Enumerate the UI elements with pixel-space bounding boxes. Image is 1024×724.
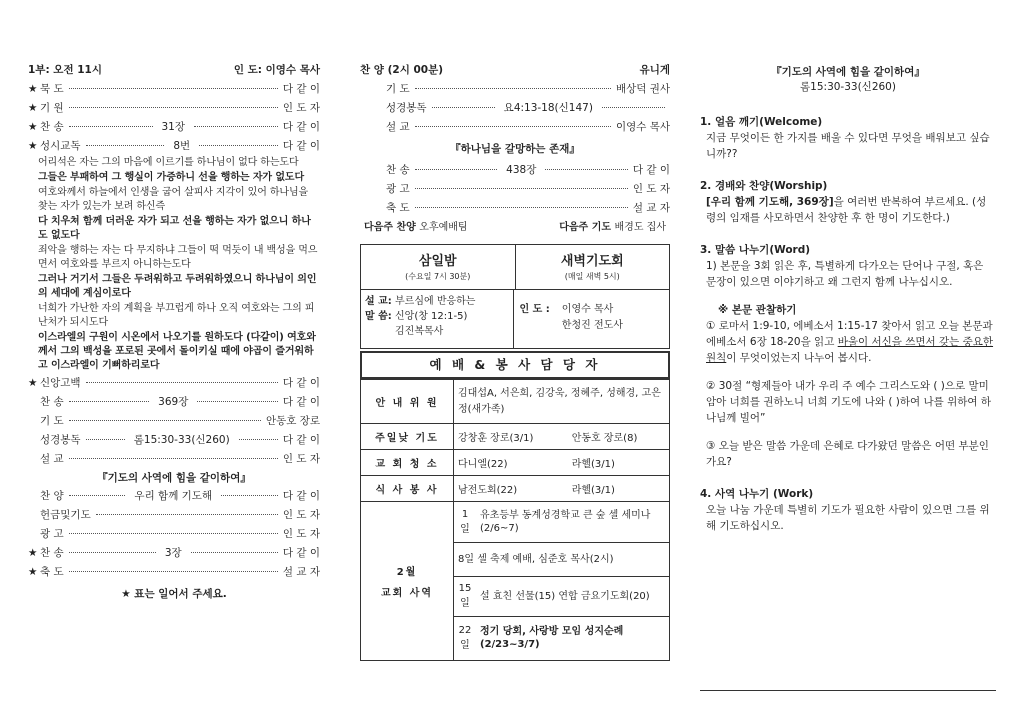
service-header bbox=[28, 60, 320, 80]
star-mark: ★ bbox=[28, 377, 38, 389]
worship-instruction: 을 여러번 반복하여 부르세요. (성령의 임재를 사모하면서 찬양한 후 한 명이 기도한다.) bbox=[706, 196, 987, 224]
work-text: 오늘 나눔 가운데 특별히 기도가 필요한 사람이 있으면 그를 위해 기도하십시오. bbox=[706, 504, 990, 532]
item-person: 배상덕 권사 bbox=[615, 83, 670, 95]
meeting-boxes bbox=[360, 244, 670, 290]
leader-dots bbox=[69, 126, 153, 127]
order-item bbox=[28, 450, 320, 469]
standing-note: ★ 표는 일어서 주세요. bbox=[121, 588, 227, 600]
next-praise-label: 다음주 찬양 bbox=[364, 222, 416, 233]
duty-value: 다니엘(22) bbox=[454, 450, 568, 476]
order-item bbox=[28, 99, 320, 118]
afternoon-time: 찬 양 (2시 00분) bbox=[360, 64, 444, 76]
dawn-leader-2: 한청진 전도사 bbox=[561, 320, 623, 331]
observation-heading: ※ 본문 관찰하기 bbox=[718, 304, 797, 316]
duty-value-2: 라헬(3/1) bbox=[568, 476, 670, 502]
event-day: 1일 bbox=[454, 502, 477, 542]
wed-sermon-value: 부르심에 반응하는 bbox=[395, 296, 476, 307]
star-mark: ★ bbox=[28, 102, 38, 114]
item-name: 성경봉독 bbox=[40, 434, 81, 446]
order-item bbox=[28, 487, 320, 506]
item-person: 다 같 이 bbox=[282, 434, 320, 446]
item-name: 설 교 bbox=[40, 453, 64, 465]
responsive-reading bbox=[28, 156, 320, 373]
order-item bbox=[28, 374, 320, 393]
star-mark: ★ bbox=[28, 547, 38, 559]
leader-dots bbox=[69, 420, 261, 421]
item-name: 성시교독 bbox=[40, 140, 81, 152]
event-text: 설 효친 선물(15) 연합 금요기도회(20) bbox=[476, 576, 670, 616]
leader-dots bbox=[96, 514, 278, 515]
item-name: 묵 도 bbox=[40, 83, 64, 95]
duty-label: 주일낮 기도 bbox=[361, 424, 454, 450]
order-item bbox=[28, 118, 320, 137]
event-text: 정기 당회, 사랑방 모임 성지순례(2/23~3/7) bbox=[476, 616, 670, 660]
item-name: 광 고 bbox=[386, 183, 410, 195]
wednesday-title: 삼일밤 bbox=[418, 254, 457, 269]
item-name: 찬 송 bbox=[40, 547, 64, 559]
event-day: 22일 bbox=[454, 616, 477, 660]
reading-verse: 어리석은 자는 그의 마음에 이르기를 하나님이 없다 하는도다 bbox=[38, 157, 299, 168]
leader-dots bbox=[432, 107, 495, 108]
order-item bbox=[28, 544, 320, 563]
item-person: 다 같 이 bbox=[282, 83, 320, 95]
order-item bbox=[28, 506, 320, 525]
morning-service-column bbox=[28, 60, 320, 601]
order-item bbox=[28, 80, 320, 99]
leader-dots bbox=[69, 495, 126, 496]
guide-title: 『기도의 사역에 힘을 같이하여』 bbox=[771, 66, 925, 78]
question-1-start: ① 로마서 1:9-10, 에베소서 1:15-17 찾아서 읽고 오늘 본문과 에베소서 6장 18-20을 읽고 bbox=[706, 320, 993, 348]
events-label bbox=[361, 502, 454, 660]
item-name: 기 원 bbox=[40, 102, 64, 114]
order-item bbox=[28, 431, 320, 450]
next-praise-value: 오후예배팀 bbox=[419, 222, 468, 233]
item-name: 찬 송 bbox=[40, 121, 64, 133]
item-name: 광 고 bbox=[40, 528, 64, 540]
dawn-time: (매일 새벽 5시) bbox=[564, 272, 620, 281]
leader-dots bbox=[221, 495, 278, 496]
item-name: 찬 송 bbox=[386, 164, 410, 176]
item-person: 설 교 자 bbox=[632, 202, 670, 214]
afternoon-service-column bbox=[360, 60, 670, 661]
item-person: 다 같 이 bbox=[282, 547, 320, 559]
item-person: 다 같 이 bbox=[282, 377, 320, 389]
welcome-text: 지금 무엇이든 한 가지를 배울 수 있다면 무엇을 배워보고 싶습니까?? bbox=[706, 132, 990, 160]
item-name: 신앙고백 bbox=[40, 377, 81, 389]
welcome-heading: 1. 얼음 깨기(Welcome) bbox=[700, 116, 823, 128]
cell-guide-column bbox=[700, 64, 996, 534]
duty-value: 김대섭A, 서은희, 김강욱, 정혜주, 성해경, 고은정(새가족) bbox=[454, 380, 670, 424]
item-detail: 롬15:30-33(신260) bbox=[133, 434, 230, 446]
guide-reference: 롬15:30-33(신260) bbox=[800, 81, 896, 93]
reading-verse: 그러나 거기서 그들은 두려워하고 두려워하였으니 하나님이 의인의 세대에 계심이로다 bbox=[38, 274, 317, 299]
wed-sermon-label: 설 교: bbox=[365, 296, 392, 307]
leader-dots bbox=[415, 169, 498, 170]
wednesday-info bbox=[361, 290, 514, 348]
next-prayer-value: 배경도 집사 bbox=[614, 222, 666, 233]
table-row bbox=[361, 424, 670, 450]
item-detail: 3장 bbox=[164, 547, 182, 559]
leader-dots bbox=[415, 207, 628, 208]
star-mark: ★ bbox=[28, 140, 38, 152]
order-item bbox=[374, 199, 670, 218]
order-item bbox=[28, 525, 320, 544]
order-list-b bbox=[28, 374, 320, 469]
item-person: 다 같 이 bbox=[282, 121, 320, 133]
reading-verse: 여호와께서 하늘에서 인생을 굽어 살피사 지각이 있어 하나님을 찾는 자가 있는가 보려 하신즉 bbox=[38, 187, 309, 212]
item-detail: 우리 함께 기도해 bbox=[134, 490, 213, 502]
item-person: 인 도 자 bbox=[632, 183, 670, 195]
item-detail: 요4:13-18(신147) bbox=[503, 102, 593, 114]
word-text: 1) 본문을 3회 읽은 후, 특별하게 다가오는 단어나 구절, 혹은 문장이 있으면 이야기하고 왜 그런지 함께 나누십시오. bbox=[706, 260, 984, 288]
wed-preacher: 김진복목사 bbox=[395, 326, 444, 337]
afternoon-header bbox=[360, 60, 670, 80]
next-week-duty bbox=[360, 218, 670, 238]
duty-label: 안 내 위 원 bbox=[361, 380, 454, 424]
order-item bbox=[374, 80, 670, 99]
item-name: 축 도 bbox=[386, 202, 410, 214]
item-detail: 438장 bbox=[506, 164, 537, 176]
service-leader: 인 도: 이영수 목사 bbox=[233, 64, 320, 76]
order-item bbox=[28, 412, 320, 431]
duty-banner: 예 배 & 봉 사 담 당 자 bbox=[360, 351, 670, 379]
item-name: 기 도 bbox=[40, 415, 64, 427]
order-list-a bbox=[28, 80, 320, 156]
afternoon-sermon-title: 『하나님을 갈망하는 존재』 bbox=[450, 143, 580, 155]
item-name: 기 도 bbox=[386, 83, 410, 95]
work-heading: 4. 사역 나누기 (Work) bbox=[700, 488, 814, 500]
event-day: 15일 bbox=[454, 576, 477, 616]
item-name: 성경봉독 bbox=[386, 102, 427, 114]
order-item bbox=[28, 393, 320, 412]
star-mark: ★ bbox=[28, 566, 38, 578]
item-person: 다 같 이 bbox=[282, 490, 321, 502]
duty-label: 식 사 봉 사 bbox=[361, 476, 454, 502]
word-heading: 3. 말씀 나누기(Word) bbox=[700, 244, 811, 256]
reading-verse: 너희가 가난한 자의 계획을 부끄럽게 하나 오직 여호와는 그의 피난처가 되시도다 bbox=[38, 303, 315, 328]
leader-dots bbox=[69, 533, 278, 534]
item-person: 안동호 장로 bbox=[265, 415, 320, 427]
dawn-box bbox=[516, 245, 670, 289]
dawn-leader-1: 이영수 목사 bbox=[561, 304, 614, 315]
leader-dots bbox=[69, 401, 150, 402]
bottom-divider bbox=[700, 690, 996, 691]
worship-song: [우리 함께 기도해, 369장] bbox=[706, 196, 834, 208]
duty-label: 교 회 청 소 bbox=[361, 450, 454, 476]
table-row bbox=[361, 380, 670, 424]
wed-word-label: 말 씀: bbox=[365, 311, 392, 322]
item-person: 인 도 자 bbox=[282, 102, 320, 114]
question-1-underlined: 바울이 서신을 쓰면서 갖는 중요한 원칙 bbox=[706, 336, 994, 364]
leader-dots bbox=[415, 188, 628, 189]
item-person: 다 같 이 bbox=[282, 396, 321, 408]
order-list-c bbox=[28, 487, 320, 582]
table-row bbox=[361, 502, 670, 542]
leader-dots bbox=[69, 458, 278, 459]
item-person: 다 같 이 bbox=[632, 164, 671, 176]
leader-dots bbox=[69, 552, 156, 553]
dawn-info bbox=[514, 290, 670, 348]
item-name: 찬 양 bbox=[40, 490, 64, 502]
reading-verse: 그들은 부패하여 그 행실이 가증하니 선을 행하는 자가 없도다 bbox=[38, 172, 305, 183]
service-time: 1부: 오전 11시 bbox=[28, 64, 102, 76]
leader-dots bbox=[86, 382, 278, 383]
order-item bbox=[374, 99, 670, 118]
leader-dots bbox=[69, 107, 278, 108]
item-name: 찬 송 bbox=[40, 396, 64, 408]
next-prayer-label: 다음주 기도 bbox=[559, 222, 612, 233]
leader-dots bbox=[602, 107, 665, 108]
leader-dots bbox=[199, 145, 278, 146]
item-person: 인 도 자 bbox=[282, 509, 320, 521]
reading-verse: 이스라엘의 구원이 시온에서 나오기를 원하도다 (다같이) 여호와께서 그의 백성을 포로된 곳에서 돌이키실 때에 야곱이 즐거워하고 이스라엘이 기뻐하리로다 bbox=[38, 332, 316, 371]
worship-text bbox=[706, 194, 996, 226]
wednesday-box bbox=[361, 245, 516, 289]
order-item bbox=[28, 563, 320, 582]
question-1 bbox=[706, 318, 996, 366]
leader-dots bbox=[86, 145, 165, 146]
item-person: 다 같 이 bbox=[282, 140, 321, 152]
item-person: 인 도 자 bbox=[282, 453, 320, 465]
afternoon-order-a bbox=[360, 80, 670, 137]
events-title: 교회 사역 bbox=[380, 587, 434, 599]
dawn-title: 새벽기도회 bbox=[560, 254, 624, 269]
leader-dots bbox=[69, 88, 278, 89]
item-name: 헌금및기도 bbox=[40, 509, 91, 521]
question-1-end: 이 무엇이었는지 나누어 봅시다. bbox=[726, 352, 872, 364]
order-item bbox=[28, 137, 320, 156]
reading-verse: 죄악을 행하는 자는 다 무지하냐 그들이 떡 먹듯이 내 백성을 먹으면서 여호와를 부르지 아니하는도다 bbox=[38, 245, 318, 270]
praise-team: 유니게 bbox=[639, 64, 670, 76]
leader-dots bbox=[86, 439, 125, 440]
dawn-leader-label: 인 도 : bbox=[519, 304, 550, 315]
leader-dots bbox=[239, 439, 278, 440]
leader-dots bbox=[191, 552, 278, 553]
star-mark: ★ bbox=[28, 121, 38, 133]
item-detail: 369장 bbox=[158, 396, 189, 408]
leader-dots bbox=[197, 401, 278, 402]
item-name: 축 도 bbox=[40, 566, 64, 578]
duty-value-2: 라헬(3/1) bbox=[568, 450, 670, 476]
item-name: 설 교 bbox=[386, 121, 410, 133]
leader-dots bbox=[415, 88, 611, 89]
meeting-info bbox=[360, 290, 670, 349]
question-3: ③ 오늘 받은 말씀 가운데 은혜로 다가왔던 말씀은 어떤 부분인가요? bbox=[706, 440, 989, 468]
star-mark: ★ bbox=[28, 83, 38, 95]
item-detail: 31장 bbox=[161, 121, 186, 133]
event-text: 8일 셀 축제 예배, 심준호 목사(2시) bbox=[454, 542, 670, 576]
duty-table bbox=[360, 379, 670, 502]
reading-verse: 다 치우쳐 함께 더러운 자가 되고 선을 행하는 자가 없으니 하나도 없도다 bbox=[38, 216, 311, 241]
table-row bbox=[361, 450, 670, 476]
wed-word-value: 신앙(창 12:1-5) bbox=[395, 311, 468, 322]
item-person: 설 교 자 bbox=[282, 566, 320, 578]
duty-value-2: 안동호 장로(8) bbox=[568, 424, 670, 450]
leader-dots bbox=[194, 126, 278, 127]
worship-heading: 2. 경배와 찬양(Worship) bbox=[700, 180, 828, 192]
item-person: 인 도 자 bbox=[282, 528, 320, 540]
question-2: ② 30절 “형제들아 내가 우리 주 예수 그리스도와 ( )으로 말미암아 너희를 권하노니 너희 기도에 나와 ( )하여 나를 위하여 하나님께 빌어” bbox=[706, 380, 992, 424]
item-person: 이영수 목사 bbox=[615, 121, 670, 133]
afternoon-order-b bbox=[360, 161, 670, 218]
duty-value: 남전도회(22) bbox=[454, 476, 568, 502]
sermon-title: 『기도의 사역에 힘을 같이하여』 bbox=[97, 472, 251, 484]
leader-dots bbox=[545, 169, 628, 170]
events-month: 2월 bbox=[396, 566, 418, 578]
order-item bbox=[374, 118, 670, 137]
leader-dots bbox=[69, 571, 278, 572]
table-row bbox=[361, 476, 670, 502]
duty-value: 강창훈 장로(3/1) bbox=[454, 424, 568, 450]
events-table bbox=[360, 502, 670, 661]
order-item bbox=[374, 161, 670, 180]
order-item bbox=[374, 180, 670, 199]
wednesday-time: (수요일 7시 30분) bbox=[405, 272, 471, 281]
item-detail: 8번 bbox=[173, 140, 191, 152]
leader-dots bbox=[415, 126, 611, 127]
event-text: 유초등부 동계성경학교 큰 숲 셀 세미나(2/6~7) bbox=[476, 502, 670, 542]
